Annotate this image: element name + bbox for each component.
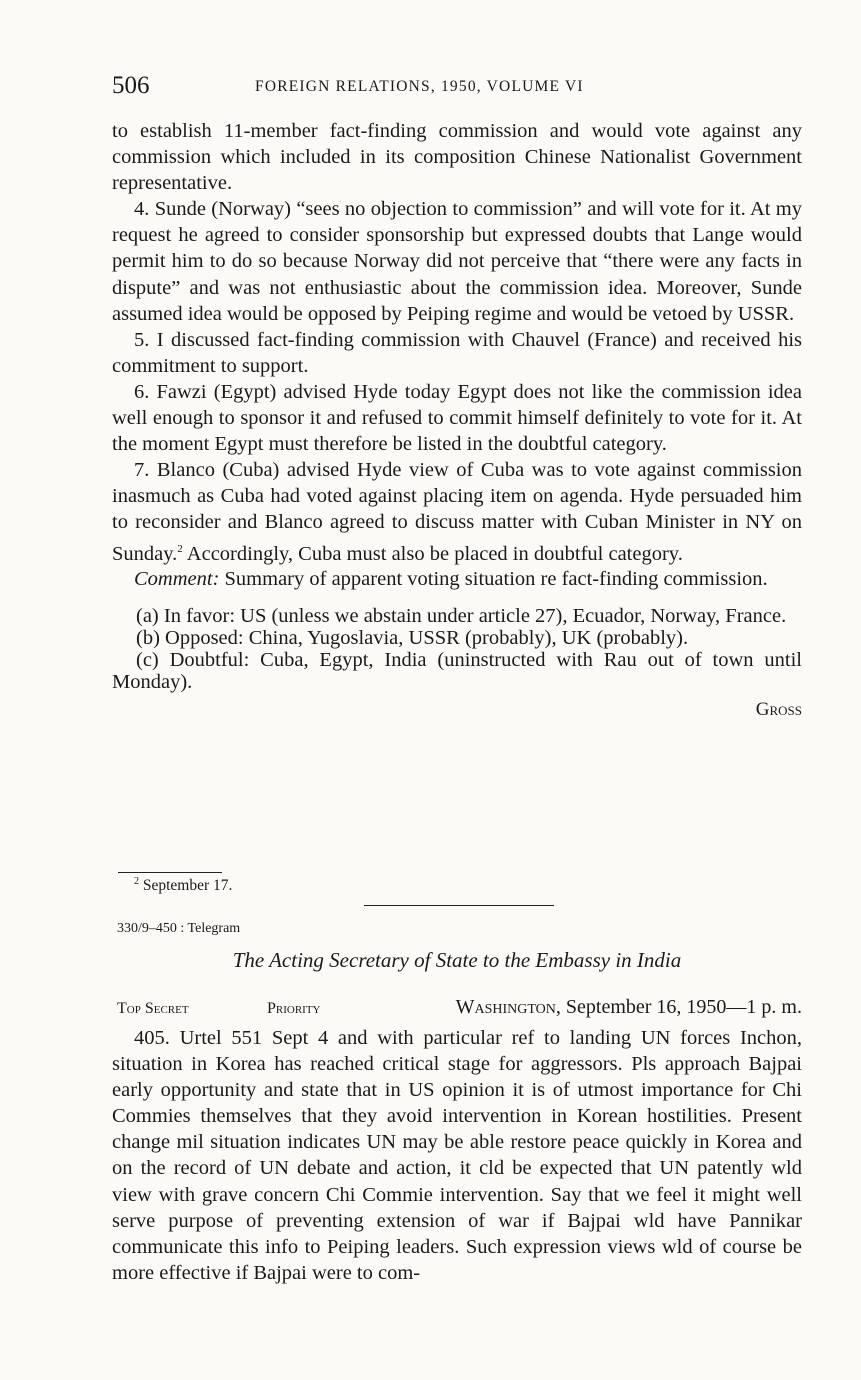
priority: Priority [267,1000,321,1017]
paragraph-continuation: to establish 11-member fact-finding commission and would vote against any commission which included in its composition Chinese Nationalist Government representative. [112,120,802,195]
vote-in-favor: (a) In favor: US (unless we abstain under article 27), Ecuador, Norway, France. [136,604,787,627]
running-head: FOREIGN RELATIONS, 1950, VOLUME VI [255,78,584,95]
telegram-body [112,1025,802,1286]
place-date [456,996,802,1019]
date-time: , September 16, 1950—1 p. m. [555,996,802,1018]
vote-doubtful: (c) Doubtful: Cuba, Egypt, India (uninstructed with Rau out of town until Monday). [112,648,802,693]
voting-summary [112,605,802,693]
paragraph-france: 5. I discussed fact-finding commission with Chauvel (France) and received his commitment to support. [112,328,802,377]
document-title: The Acting Secretary of State to the Embassy in India [232,948,682,972]
paragraph-cuba-tail: Accordingly, Cuba must also be placed in doubtful category. [182,542,683,565]
classification: Top Secret [117,1000,189,1017]
paragraph-cuba-text: 7. Blanco (Cuba) advised Hyde view of Cuba was to vote against commission inasmuch as Cuba had voted against placing item on agenda. Hyde persuaded him to reconsider and Blanco agreed to discuss matter with Cuban Minister in NY on Sunday. [112,459,802,565]
section-divider [364,905,554,906]
vote-opposed: (b) Opposed: China, Yugoslavia, USSR (probably), UK (probably). [136,626,689,649]
footnote-divider [118,872,222,873]
body-text [112,118,802,723]
place: Washington [455,996,556,1018]
footnote-reference: 2 [177,542,183,555]
telegram-paragraph: 405. Urtel 551 Sept 4 and with particular ref to landing UN forces Inchon, situation in Korea has reached critical stage for aggressors. Pls approach Bajpai early opportunity and state that in US opinion it is of utmost importance for Chi Commies themselves that they avoid intervention in Korean hostilities. Present change mil situation indicates UN may be able restore peace quickly in Korea and on the record of UN debate and action, it cld be expected that UN patently wld view with grave concern Chi Commie intervention. Say that we feel it might well serve purpose of preventing extension of war if Bajpai wld have Pannikar communicate this info to Peiping leaders. Such expression views wld of course be more effective if Bajpai were to com- [112,1027,802,1284]
file-reference: 330/9–450 : Telegram [117,921,241,936]
page-header [112,72,802,102]
footnote-text: September 17. [139,877,233,895]
paragraph-cuba [112,457,802,566]
footnote [134,876,232,895]
signature: Gross [755,698,802,720]
paragraph-norway: 4. Sunde (Norway) “sees no objection to commission” and will vote for it. At my request he agreed to consider sponsorship but expressed doubts that Lange would permit him to do so because Norway did not perceive that “there were any facts in dispute” and was not enthusiastic about the commission idea. Moreover, Sunde assumed idea would be opposed by Peiping regime and would be vetoed by USSR. [112,198,802,325]
page-number: 506 [112,72,150,99]
footnote-mark: 2 [134,876,139,887]
comment-text: Summary of apparent voting situation re fact-finding commission. [219,568,768,591]
paragraph-comment [112,566,802,592]
paragraph-egypt: 6. Fawzi (Egypt) advised Hyde today Egypt does not like the commission idea well enough to sponsor it and refused to commit himself definitely to vote for it. At the moment Egypt must therefore be listed in the doubtful category. [112,380,802,456]
comment-label: Comment: [134,568,220,591]
